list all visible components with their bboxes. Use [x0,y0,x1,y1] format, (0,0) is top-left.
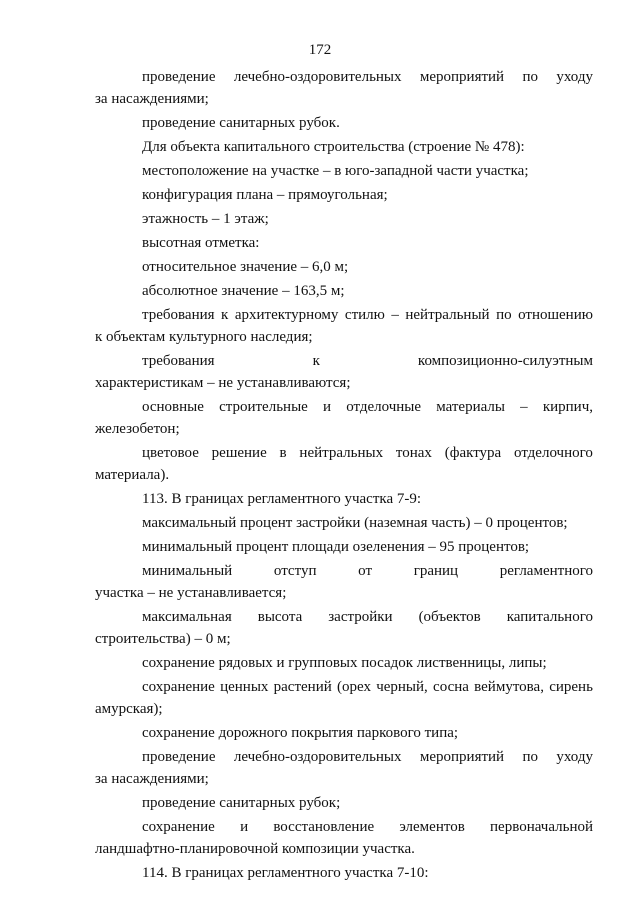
paragraph-first-line [95,66,593,88]
word: проведение [142,69,216,85]
paragraph-continuation-line: строительства) – 0 м; [95,631,231,647]
paragraph [95,256,593,278]
word: кирпич, [542,399,593,415]
paragraph-line: конфигурация плана – прямоугольная; [142,187,388,203]
paragraph-line: высотная отметка: [142,235,260,251]
word: требования [142,353,215,369]
word: веймутова, [474,679,544,695]
paragraph-continuation-line: за насаждениями; [95,91,209,107]
word: нейтральных [299,445,384,461]
word: материалы [436,399,505,415]
word: высота [257,609,303,625]
paragraph-line: относительное значение – 6,0 м; [142,259,349,275]
word: (фактура [444,445,502,461]
paragraph [95,816,593,860]
word: к [312,353,320,369]
word: – [391,307,399,323]
paragraph-first-line [95,560,593,582]
word: черный, [376,679,428,695]
paragraph-first-line [95,746,593,768]
word: решение [211,445,267,461]
word: по [496,307,512,323]
paragraph-continuation-line: материала). [95,467,170,483]
word: и [240,819,249,835]
paragraph-first-line [95,304,593,326]
paragraph-line: абсолютное значение – 163,5 м; [142,283,345,299]
word: строительные [219,399,308,415]
word: мероприятий [419,69,505,85]
word: требования [142,307,215,323]
word: восстановление [273,819,375,835]
word: основные [142,399,204,415]
paragraph-continuation-line: к объектам культурного наследия; [95,329,313,345]
word: композиционно-силуэтным [417,353,593,369]
paragraph [95,136,593,158]
word: первоначальной [490,819,593,835]
word: лечебно-оздоровительных [233,69,402,85]
document-body [95,66,593,884]
paragraph-line: этажность – 1 этаж; [142,211,269,227]
word: ценных [220,679,269,695]
word: сосна [433,679,469,695]
word: сохранение [142,679,215,695]
paragraph [95,536,593,558]
paragraph [95,112,593,134]
word: сирень [549,679,593,695]
paragraph-first-line [95,606,593,628]
paragraph [95,792,593,814]
paragraph-continuation-line: железобетон; [95,421,180,437]
word: архитектурному [234,307,339,323]
page-number: 172 [308,42,332,58]
word: минимальный [142,563,233,579]
paragraph-first-line [95,816,593,838]
paragraph-continuation-line: за насаждениями; [95,771,209,787]
paragraph-continuation-line: ландшафтно-планировочной композиции участка. [95,841,415,857]
paragraph [95,442,593,486]
paragraph [95,606,593,650]
word: от [358,563,373,579]
paragraph-line: проведение санитарных рубок; [142,795,341,811]
word: по [522,749,538,765]
paragraph-first-line [95,442,593,464]
word: стилю [344,307,385,323]
paragraph [95,66,593,110]
paragraph-line: 113. В границах регламентного участка 7-9: [142,491,422,507]
paragraph [95,512,593,534]
paragraph [95,746,593,790]
word: (объектов [418,609,481,625]
paragraph [95,208,593,230]
word: тонах [395,445,432,461]
paragraph [95,652,593,674]
word: растений [273,679,332,695]
word: застройки [328,609,393,625]
word: капитального [506,609,593,625]
word: лечебно-оздоровительных [233,749,402,765]
word: сохранение [142,819,215,835]
word: и [322,399,332,415]
paragraph [95,160,593,182]
word: отступ [273,563,317,579]
word: уходу [556,749,593,765]
word: отделочные [346,399,422,415]
paragraph [95,488,593,510]
paragraph [95,350,593,394]
paragraph-first-line [95,396,593,418]
word: уходу [556,69,593,85]
paragraph-line: местоположение на участке – в юго-западной части участка; [142,163,529,179]
word: – [520,399,528,415]
word: границ [413,563,459,579]
word: в [279,445,287,461]
paragraph-line: сохранение рядовых и групповых посадок лиственницы, липы; [142,655,547,671]
paragraph [95,280,593,302]
word: нейтральный [405,307,490,323]
word: мероприятий [419,749,505,765]
paragraph [95,396,593,440]
paragraph-continuation-line: участка – не устанавливается; [95,585,287,601]
paragraph-first-line [95,676,593,698]
paragraph [95,560,593,604]
paragraph-line: минимальный процент площади озеленения – 95 процентов; [142,539,530,555]
word: регламентного [499,563,593,579]
word: отношению [518,307,593,323]
word: элементов [399,819,465,835]
paragraph-continuation-line: характеристикам – не устанавливаются; [95,375,351,391]
paragraph [95,184,593,206]
paragraph-line: проведение санитарных рубок. [142,115,340,131]
word: (орех [337,679,371,695]
paragraph [95,232,593,254]
word: цветовое [142,445,199,461]
paragraph [95,676,593,720]
paragraph-line: максимальный процент застройки (наземная часть) – 0 процентов; [142,515,568,531]
paragraph-line: Для объекта капитального строительства (строение № 478): [142,139,525,155]
word: к [221,307,229,323]
word: по [522,69,538,85]
paragraph [95,304,593,348]
paragraph-first-line [95,350,593,372]
paragraph [95,862,593,884]
word: максимальная [142,609,232,625]
paragraph [95,722,593,744]
word: отделочного [514,445,593,461]
paragraph-continuation-line: амурская); [95,701,163,717]
word: проведение [142,749,216,765]
paragraph-line: 114. В границах регламентного участка 7-10: [142,865,429,881]
paragraph-line: сохранение дорожного покрытия паркового типа; [142,725,459,741]
